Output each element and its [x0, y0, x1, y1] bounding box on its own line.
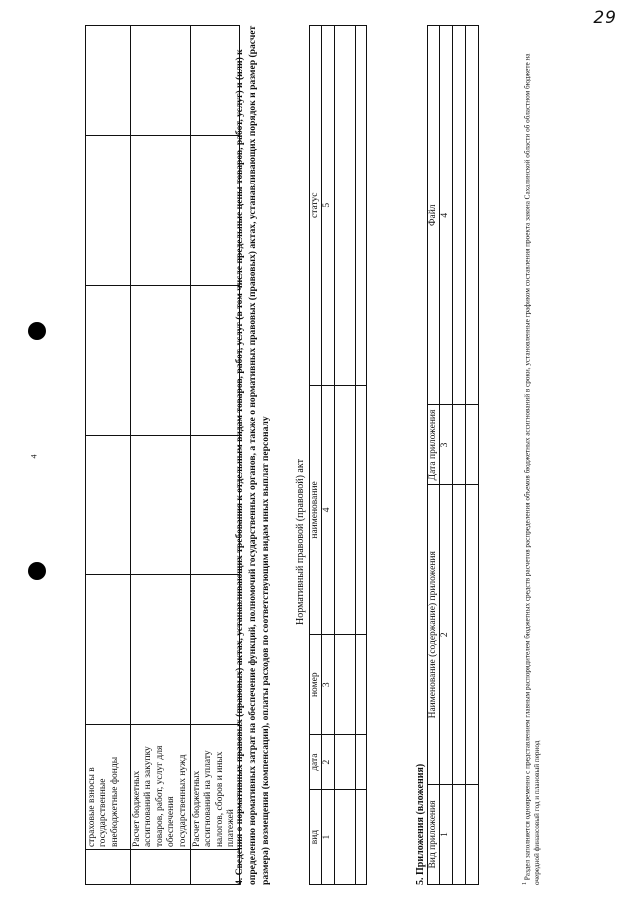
column-header: статус [310, 26, 322, 386]
column-header: Вид приложения [428, 785, 440, 885]
table-number-row: 1 2 3 4 [440, 26, 452, 885]
handwritten-page-number: 29 [593, 8, 617, 28]
table-header-row [310, 26, 322, 885]
column-header: номер [310, 635, 322, 735]
column-header: дата [310, 735, 322, 790]
table-number-row: 1 2 3 4 5 [322, 26, 334, 885]
binder-hole-icon [28, 322, 46, 340]
table-row [465, 26, 478, 885]
section-4-heading: 4. Сведения о нормативных правовых (правовых) актах, устанавливающих требования к отдельным видам товаров, работ, услуг (в том числе предельные цены товаров, работ, услуг) и (или) к определению нормативных затрат на обеспечение функций, полномочий государственных органов, а также о нормативных правовых (правовых) актах, устанавливающих порядок и размер (расчет размера) возмещения (компенсации), оплаты расходов по соответствующим видам иных выплат персоналу [234, 25, 271, 885]
table-cell: страховые взносы в государственные внебюджетные фонды [86, 725, 131, 850]
footnote [520, 25, 542, 885]
column-header: Файл [428, 26, 440, 405]
table-row [190, 26, 239, 885]
table-row [334, 26, 355, 885]
npa-table-title: Нормативный правовой (правовой) акт [295, 459, 306, 625]
table-cell: Расчет бюджетных ассигнований на уплату налогов, сборов и иных платежей [190, 725, 239, 850]
footnote-mark: 1 [522, 882, 528, 885]
npa-table [309, 25, 367, 885]
column-header: наименование [310, 385, 322, 635]
binder-hole-icon [28, 562, 46, 580]
footnote-text: Раздел заполняется одновременно с представлением главным распорядителем бюджетных средств расчетов распределения объемов бюджетных ассигнований в сроки, установленные графиком составления проекта закона Сахалинской области об областном бюджете на очередной финансовый год и плановый период [523, 53, 542, 885]
section-5-heading: 5. Приложения (вложения) [415, 763, 426, 885]
table-row [131, 26, 191, 885]
sheet-number: 4 [29, 454, 39, 459]
table-row [86, 26, 131, 885]
column-header: Дата приложения [428, 405, 440, 485]
calculations-table [85, 25, 240, 885]
table-header-row [428, 26, 440, 885]
appendices-table [427, 25, 479, 885]
column-header: вид [310, 790, 322, 885]
table-cell: Расчет бюджетных ассигнований на закупку товаров, работ, услуг для обеспечения государственных нужд [131, 725, 191, 850]
table-row [452, 26, 465, 885]
table-row [355, 26, 366, 885]
column-header: Наименование (содержание) приложения [428, 485, 440, 785]
rotated-document-content [85, 25, 555, 885]
